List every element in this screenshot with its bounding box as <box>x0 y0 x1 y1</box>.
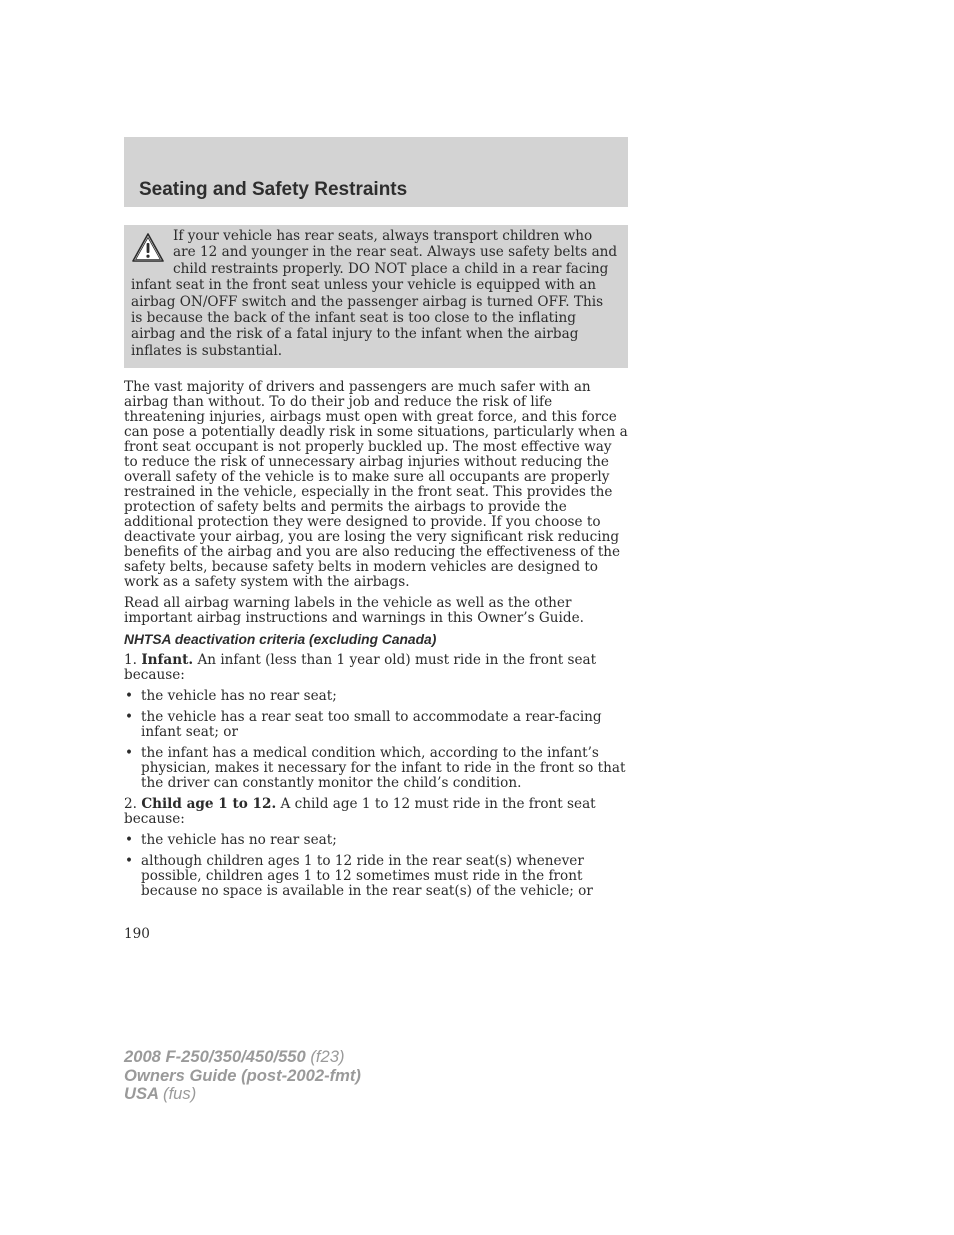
warning-text: If your vehicle has rear seats, always transport children who are 12 and younger in the rear seat. Always use safety belts and child restraints properly. DO NOT place a child in a rear facing infant seat in the front seat unless your vehicle is equipped with an airbag ON/OFF switch and the passenger airbag is turned OFF. This is because the back of the infant seat is too close to the inflating airbag and the risk of a fatal injury to the infant when the airbag inflates is substantial. <box>131 228 618 359</box>
warning-triangle-icon <box>131 232 165 264</box>
bullet-icon: • <box>125 853 134 869</box>
page-number: 190 <box>124 926 150 942</box>
criteria-label: Infant. <box>141 652 194 668</box>
criteria-number: 2. <box>124 796 137 812</box>
criteria-text: A child age 1 to 12 must ride in the front seat because: <box>124 796 596 827</box>
warning-box <box>124 225 628 368</box>
subheading: NHTSA deactivation criteria (excluding Canada) <box>124 632 437 647</box>
body-paragraph: The vast majority of drivers and passengers are much safer with an airbag than without. To do their job and reduce the risk of life threatening injuries, airbags must open with great force, and this force can pose a potentially deadly risk in some situations, particularly when a front seat occupant is not properly buckled up. The most effective way to reduce the risk of unnecessary airbag injuries without reducing the overall safety of the vehicle is to make sure all occupants are properly restrained in the vehicle, especially in the front seat. This provides the protection of safety belts and permits the airbags to provide the additional protection they were designed to provide. If you choose to deactivate your airbag, you are losing the very significant risk reducing benefits of the airbag and you are also reducing the effectiveness of the safety belts, because safety belts in modern vehicles are designed to work as a safety system with the airbags. <box>124 379 628 590</box>
footer-line: 2008 F-250/350/450/550 (f23) <box>124 1047 345 1066</box>
list-item: • the vehicle has a rear seat too small to accommodate a rear-facing infant seat; or <box>125 709 602 740</box>
footer-line: USA (fus) <box>124 1084 197 1103</box>
criteria-item <box>124 797 628 827</box>
bullet-list <box>124 689 628 791</box>
criteria-number: 1. <box>124 652 137 668</box>
list-item: • the vehicle has no rear seat; <box>125 832 337 848</box>
list-item: • although children ages 1 to 12 ride in the rear seat(s) whenever possible, children ages 1 to 12 sometimes must ride in the front because no space is available in the rear seat(s) of the vehicle; or <box>125 853 593 899</box>
criteria-text: An infant (less than 1 year old) must ride in the front seat because: <box>124 652 597 683</box>
list-item: • the vehicle has no rear seat; <box>125 688 337 704</box>
bullet-list <box>124 833 628 899</box>
section-title: Seating and Safety Restraints <box>139 179 408 200</box>
bullet-icon: • <box>125 745 134 761</box>
body-paragraph: Read all airbag warning labels in the vehicle as well as the other important airbag instructions and warnings in this Owner’s Guide. <box>124 595 584 626</box>
list-item: • the infant has a medical condition which, according to the infant’s physician, makes it necessary for the infant to ride in the front so that the driver can constantly monitor the child’s condition. <box>125 745 626 791</box>
body-content <box>124 380 628 905</box>
bullet-icon: • <box>125 709 134 725</box>
section-header-band <box>124 137 628 207</box>
bullet-icon: • <box>125 832 134 848</box>
criteria-item <box>124 653 628 683</box>
document-footer <box>124 1048 361 1104</box>
bullet-icon: • <box>125 688 134 704</box>
footer-line: Owners Guide (post-2002-fmt) <box>124 1065 361 1085</box>
criteria-label: Child age 1 to 12. <box>141 796 277 812</box>
